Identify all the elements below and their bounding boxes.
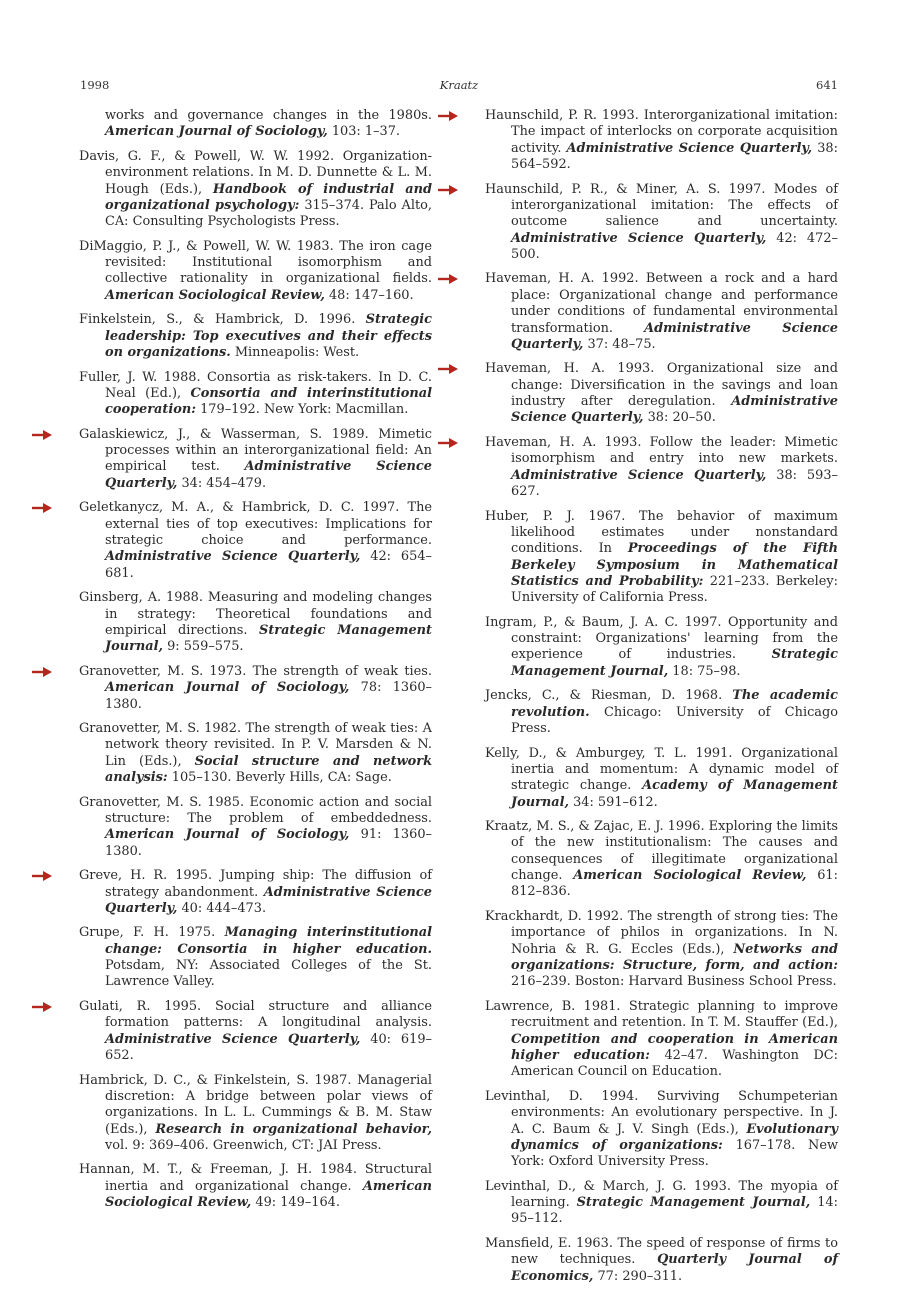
reference-pages: Potsdam, NY: Associated Colleges of the St. Lawrence Valley. (105, 958, 432, 990)
reference-text: Jencks, C., & Riesman, D. 1968. (485, 688, 723, 704)
red-arrow-icon (31, 427, 53, 443)
reference-text: Ingram, P., & Baum, J. A. C. 1997. Opportunity and constraint: Organizations' learning from the experience of industries. (485, 614, 838, 663)
reference-entry (79, 721, 432, 786)
reference-pages: 221–233. Berkeley: University of California Press. (511, 573, 838, 606)
reference-entry (485, 271, 838, 353)
reference-text: Haunschild, P. R., & Miner, A. S. 1997. Modes of interorganizational imitation: The effects of outcome salience and uncertainty. (485, 181, 838, 230)
reference-entry (79, 108, 432, 141)
reference-pages: Minneapolis: West. (234, 345, 360, 361)
reference-source-title: Administrative Science Quarterly, (511, 320, 838, 352)
reference-pages: 40: 444–473. (181, 900, 267, 916)
reference-entry (485, 999, 838, 1081)
reference-text: Haveman, H. A. 1993. Follow the leader: Mimetic isomorphism and entry into new markets. (485, 434, 838, 467)
reference-pages: 216–239. Boston: Harvard Business School Press. (511, 974, 837, 990)
reference-pages: 9: 559–575. (167, 639, 244, 655)
red-arrow-icon (437, 435, 459, 451)
reference-text: Haunschild, P. R. 1993. Interorganizational imitation: The impact of interlocks on corporate acquisition activity. (485, 108, 838, 156)
red-arrow-icon (31, 500, 53, 516)
reference-pages: 315–374. Palo Alto, CA: Consulting Psychologists Press. (105, 197, 432, 230)
reference-pages: 38: 564–592. (511, 140, 838, 173)
reference-pages: 42: 654–681. (105, 549, 432, 581)
reference-pages: 42–47. Washington DC: American Council on Education. (511, 1047, 838, 1080)
reference-text: Granovetter, M. S. 1973. The strength of weak ties. (79, 663, 432, 679)
reference-text: Granovetter, M. S. 1982. The strength of weak ties: A network theory revisited. In P. V. Marsden & N. Lin (Eds.), (79, 721, 432, 769)
reference-text: Huber, P. J. 1967. The behavior of maximum likelihood estimates under nonstandard conditions. In (485, 508, 838, 557)
header-running-title: Kraatz (439, 78, 479, 92)
reference-pages: 78: 1360–1380. (105, 680, 432, 712)
reference-text: Levinthal, D. 1994. Surviving Schumpeterian environments: An evolutionary perspective. In J. A. C. Baum & J. V. Singh (Eds.), (485, 1088, 838, 1137)
reference-source-title: The academic revolution. (511, 688, 838, 720)
reference-entry (79, 239, 432, 304)
reference-pages: 14: 95–112. (511, 1195, 838, 1227)
reference-source-title: Evolutionary dynamics of organizations: (511, 1121, 838, 1153)
reference-entry (79, 312, 432, 361)
reference-pages: 34: 591–612. (573, 794, 658, 810)
reference-entry (485, 746, 838, 811)
reference-source-title: American Sociological Review, (105, 287, 325, 303)
reference-pages: 34: 454–479. (181, 475, 267, 491)
reference-pages: 38: 593–627. (511, 467, 838, 499)
reference-text: Finkelstein, S., & Hambrick, D. 1996. (79, 312, 356, 328)
reference-pages: 105–130. Beverly Hills, CA: Sage. (171, 770, 392, 786)
reference-text: Levinthal, D., & March, J. G. 1993. The myopia of learning. (485, 1178, 838, 1211)
page-header (80, 78, 838, 96)
reference-text: Mansfield, E. 1963. The speed of response of firms to new techniques. (485, 1235, 838, 1268)
header-page-number: 641 (816, 78, 838, 92)
reference-entry (485, 819, 838, 901)
reference-text: Lawrence, B. 1981. Strategic planning to improve recruitment and retention. In T. M. Stauffer (Ed.), (485, 998, 838, 1031)
reference-pages: 167–178. New York: Oxford University Press. (511, 1137, 838, 1170)
reference-text: Haveman, H. A. 1993. Organizational size and change: Diversification in the savings and loan industry after deregulation. (485, 361, 838, 410)
red-arrow-icon (437, 108, 459, 124)
reference-entry (485, 1179, 838, 1228)
reference-source-title: Quarterly Journal of Economics, (511, 1252, 838, 1284)
reference-text: Fuller, J. W. 1988. Consortia as risk-takers. In D. C. Neal (Ed.), (79, 369, 432, 401)
reference-pages: 61: 812–836. (511, 868, 838, 900)
reference-source-title: Administrative Science Quarterly, (511, 230, 767, 246)
reference-text: Ginsberg, A. 1988. Measuring and modeling changes in strategy: Theoretical foundations and empirical directions. (79, 590, 432, 638)
reference-source-title: Administrative Science Quarterly, (105, 459, 432, 491)
reference-source-title: Administrative Science Quarterly, (511, 394, 838, 426)
reference-entry (79, 500, 432, 582)
reference-text: Grupe, F. H. 1975. (79, 925, 216, 941)
reference-source-title: American Journal of Sociology, (105, 827, 350, 843)
reference-pages: 42: 472–500. (511, 230, 838, 262)
reference-source-title: Strategic leadership: Top executives and their effects on organizations. (105, 312, 432, 361)
reference-entry (79, 149, 432, 231)
reference-text: Haveman, H. A. 1992. Between a rock and a hard place: Organizational change and performance under conditions of fundamental environmental transformation. (485, 271, 838, 336)
reference-entry (79, 590, 432, 655)
reference-entry (79, 1162, 432, 1211)
reference-text: Kelly, D., & Amburgey, T. L. 1991. Organizational inertia and momentum: A dynamic model of strategic change. (485, 745, 838, 794)
red-arrow-icon (437, 182, 459, 198)
reference-pages: 38: 20–50. (647, 410, 716, 426)
reference-entry (79, 427, 432, 492)
reference-entry (485, 909, 838, 991)
reference-entry (79, 664, 432, 713)
reference-entry (79, 1073, 432, 1155)
reference-entry (485, 108, 838, 173)
reference-source-title: Strategic Management Journal, (105, 622, 432, 655)
reference-source-title: Handbook of industrial and organizational psychology: (105, 181, 432, 213)
reference-pages: 49: 149–164. (255, 1195, 340, 1211)
reference-text: Granovetter, M. S. 1985. Economic action and social structure: The problem of embeddedness. (79, 794, 432, 826)
reference-pages: 91: 1360–1380. (105, 827, 432, 859)
references-left-column (79, 108, 432, 1220)
reference-entry (485, 615, 838, 680)
reference-source-title: American Journal of Sociology, (105, 680, 350, 696)
reference-text: Krackhardt, D. 1992. The strength of strong ties: The importance of philos in organizations. In N. Nohria & R. G. Eccles (Eds.), (485, 909, 838, 957)
reference-source-title: American Sociological Review, (573, 868, 807, 884)
reference-text: Geletkanycz, M. A., & Hambrick, D. C. 1997. The external ties of top executives: Implications for strategic choice and performance. (79, 500, 432, 549)
reference-entry (79, 925, 432, 990)
reference-source-title: Administrative Science Quarterly, (105, 549, 361, 565)
reference-entry (79, 370, 432, 419)
reference-text: Gulati, R. 1995. Social structure and alliance formation patterns: A longitudinal analysis. (79, 998, 432, 1031)
reference-entry (79, 868, 432, 917)
reference-text: works and governance changes in the 1980s. (105, 108, 432, 123)
reference-pages: vol. 9: 369–406. Greenwich, CT: JAI Press. (105, 1137, 382, 1153)
red-arrow-icon (31, 868, 53, 884)
reference-text: Hannan, M. T., & Freeman, J. H. 1984. Structural inertia and organizational change. (79, 1162, 432, 1194)
reference-entry (485, 509, 838, 607)
reference-entry (485, 1089, 838, 1171)
red-arrow-icon (31, 999, 53, 1015)
reference-pages: 40: 619–652. (105, 1031, 432, 1063)
reference-source-title: Academy of Management Journal, (511, 778, 838, 810)
red-arrow-icon (31, 664, 53, 680)
red-arrow-icon (437, 271, 459, 287)
reference-entry (79, 999, 432, 1064)
reference-entry (485, 435, 838, 500)
reference-entry (485, 182, 838, 264)
reference-source-title: Administrative Science Quarterly, (566, 140, 813, 156)
reference-source-title: Proceedings of the Fifth Berkeley Symposium in Mathematical Statistics and Probability: (511, 541, 838, 589)
reference-pages: 18: 75–98. (672, 663, 741, 679)
reference-source-title: Competition and cooperation in American higher education: (511, 1031, 838, 1063)
reference-entry (485, 1236, 838, 1285)
references-right-column (485, 108, 838, 1293)
reference-entry (485, 361, 838, 426)
reference-text: Galaskiewicz, J., & Wasserman, S. 1989. Mimetic processes within an interorganizational field: An empirical test. (79, 426, 432, 475)
reference-source-title: American Sociological Review, (105, 1178, 432, 1211)
reference-pages: Chicago: University of Chicago Press. (511, 704, 838, 736)
reference-source-title: Research in organizational behavior, (155, 1121, 432, 1137)
reference-pages: 48: 147–160. (328, 287, 414, 303)
reference-source-title: American Journal of Sociology, (105, 124, 328, 140)
reference-source-title: Consortia and interinstitutional cooperation: (105, 385, 432, 418)
reference-text: Greve, H. R. 1995. Jumping ship: The diffusion of strategy abandonment. (79, 868, 432, 900)
reference-source-title: Administrative Science Quarterly, (511, 467, 767, 483)
reference-entry (79, 795, 432, 860)
reference-pages: 77: 290–311. (597, 1268, 683, 1284)
reference-source-title: Strategic Management Journal, (511, 647, 838, 679)
reference-source-title: Managing interinstitutional change: Consortia in higher education. (105, 925, 432, 957)
reference-source-title: Administrative Science Quarterly, (105, 884, 432, 916)
reference-source-title: Networks and organizations: Structure, form, and action: (511, 941, 838, 974)
reference-text: Davis, G. F., & Powell, W. W. 1992. Organization-environment relations. In M. D. Dunnette & L. M. Hough (Eds.), (79, 148, 432, 197)
reference-source-title: Strategic Management Journal, (576, 1195, 811, 1211)
reference-pages: 179–192. New York: Macmillan. (200, 402, 409, 418)
reference-text: DiMaggio, P. J., & Powell, W. W. 1983. The iron cage revisited: Institutional isomorphism and collective rationality in organizational fields. (79, 238, 432, 287)
reference-source-title: Administrative Science Quarterly, (105, 1031, 361, 1047)
reference-text: Hambrick, D. C., & Finkelstein, S. 1987. Managerial discretion: A bridge between polar views of organizations. In L. L. Cummings & B. M. Staw (Eds.), (79, 1072, 432, 1137)
reference-text: Kraatz, M. S., & Zajac, E. J. 1996. Exploring the limits of the new institutionalism: The causes and consequences of illegitimate organizational change. (485, 819, 839, 884)
reference-pages: 103: 1–37. (331, 124, 401, 140)
reference-source-title: Social structure and network analysis: (105, 753, 433, 786)
reference-pages: 37: 48–75. (587, 336, 656, 352)
header-year: 1998 (80, 78, 110, 92)
reference-entry (485, 688, 838, 737)
red-arrow-icon (437, 361, 459, 377)
